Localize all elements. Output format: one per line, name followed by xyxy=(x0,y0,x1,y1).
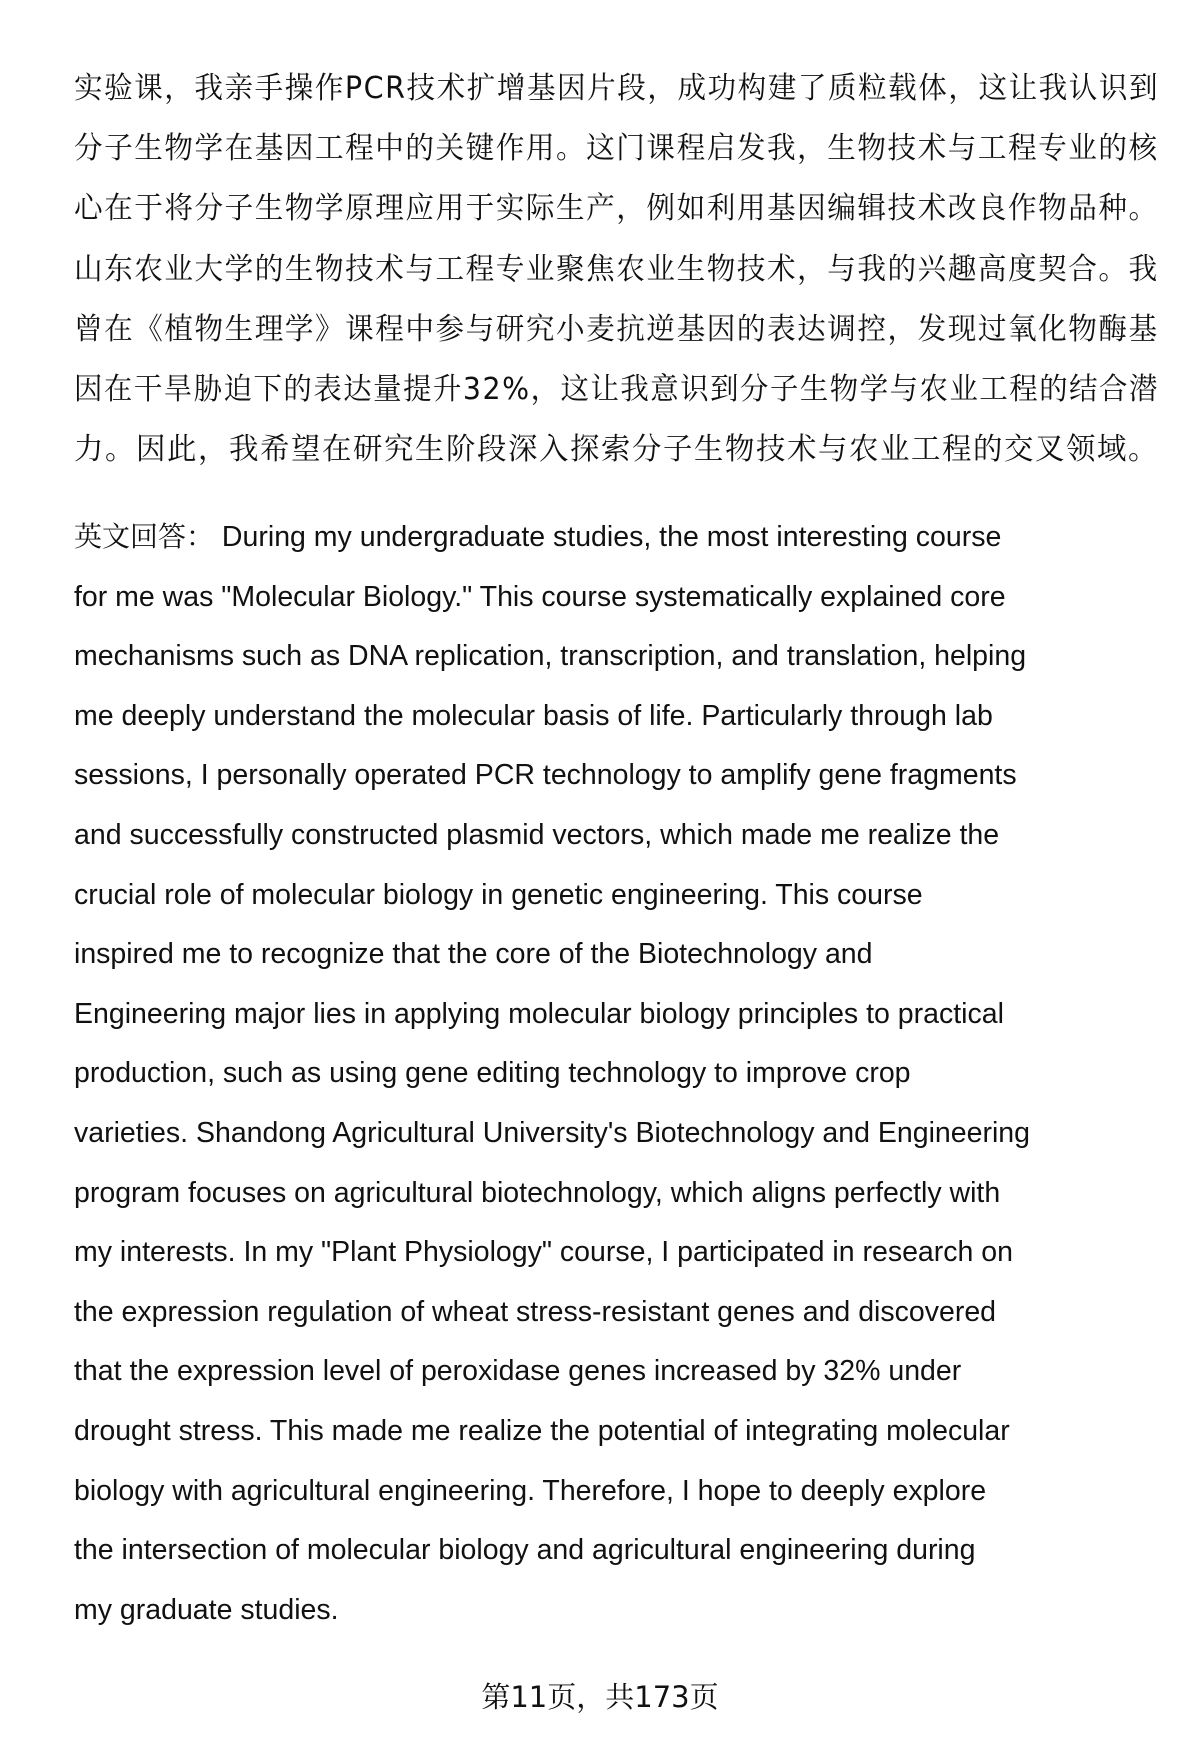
english-answer-paragraph xyxy=(74,507,1154,1640)
text-line: Engineering major lies in applying molecular biology principles to practical xyxy=(74,997,1004,1030)
text-line: the intersection of molecular biology and agricultural engineering during xyxy=(74,1534,976,1567)
text-line: biology with agricultural engineering. Therefore, I hope to deeply explore xyxy=(74,1474,987,1507)
text-line: 曾在《植物生理学》课程中参与研究小麦抗逆基因的表达调控，发现过氧化物酶基 xyxy=(74,311,1159,347)
text-line: 因在干旱胁迫下的表达量提升32%，这让我意识到分子生物学与农业工程的结合潜 xyxy=(74,372,1159,408)
text-line: that the expression level of peroxidase genes increased by 32% under xyxy=(74,1355,962,1388)
text-line: for me was "Molecular Biology." This course systematically explained core xyxy=(74,580,1006,613)
text-line: drought stress. This made me realize the potential of integrating molecular xyxy=(74,1414,1010,1447)
english-answer-label: 英文回答： xyxy=(74,520,215,553)
text-line: 力。因此，我希望在研究生阶段深入探索分子生物技术与农业工程的交叉领域。 xyxy=(74,432,1159,468)
text-line: 山东农业大学的生物技术与工程专业聚焦农业生物技术，与我的兴趣高度契合。我 xyxy=(74,251,1159,287)
text-line: 分子生物学在基因工程中的关键作用。这门课程启发我，生物技术与工程专业的核 xyxy=(74,131,1159,167)
text-line xyxy=(74,507,1154,568)
text-line: and successfully constructed plasmid vectors, which made me realize the xyxy=(74,818,1000,851)
page-indicator: 第11页，共173页 xyxy=(481,1680,719,1714)
text-line: crucial role of molecular biology in genetic engineering. This course xyxy=(74,878,923,911)
text-line: me deeply understand the molecular basis of life. Particularly through lab xyxy=(74,699,993,732)
text-line: my graduate studies. xyxy=(74,1593,339,1626)
text-line: production, such as using gene editing technology to improve crop xyxy=(74,1057,911,1090)
text-line: varieties. Shandong Agricultural University's Biotechnology and Engineering xyxy=(74,1116,1031,1149)
text-line: sessions, I personally operated PCR technology to amplify gene fragments xyxy=(74,759,1017,792)
text-line: mechanisms such as DNA replication, transcription, and translation, helping xyxy=(74,640,1027,673)
text-line-content: During my undergraduate studies, the most interesting course xyxy=(214,521,1002,553)
text-line: the expression regulation of wheat stress-resistant genes and discovered xyxy=(74,1295,997,1328)
chinese-answer-paragraph xyxy=(74,59,1160,480)
text-line: inspired me to recognize that the core of the Biotechnology and xyxy=(74,938,873,971)
text-line: 实验课，我亲手操作PCR技术扩增基因片段，成功构建了质粒载体，这让我认识到 xyxy=(74,71,1160,106)
text-line: program focuses on agricultural biotechnology, which aligns perfectly with xyxy=(74,1176,1001,1209)
text-line: my interests. In my "Plant Physiology" course, I participated in research on xyxy=(74,1236,1013,1269)
text-line: 心在于将分子生物学原理应用于实际生产，例如利用基因编辑技术改良作物品种。 xyxy=(74,191,1159,227)
